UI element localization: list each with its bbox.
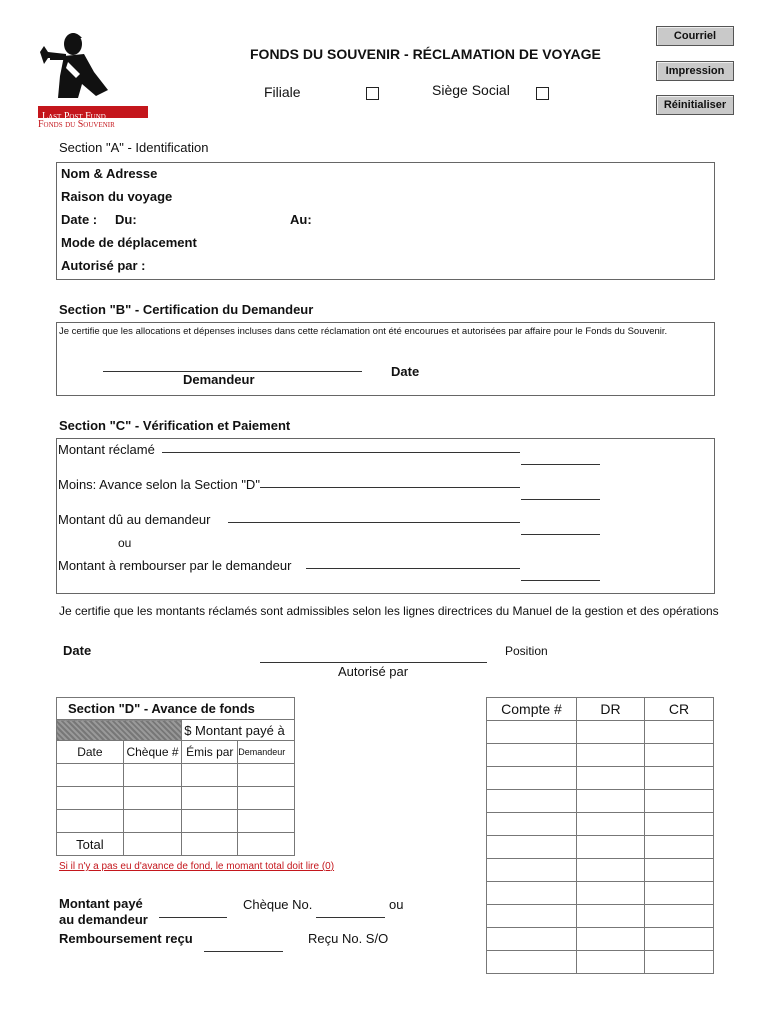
refund-label: Montant à rembourser par le demandeur <box>58 558 292 573</box>
table-row[interactable] <box>487 859 714 882</box>
cheque-input[interactable] <box>316 917 385 918</box>
reset-button[interactable]: Réinitialiser <box>656 95 734 115</box>
to-label: Au: <box>290 212 312 227</box>
section-b-title: Section "B" - Certification du Demandeur <box>59 302 314 317</box>
logo-banner <box>38 106 148 122</box>
table-row[interactable] <box>487 744 714 767</box>
less-label: Moins: Avance selon la Section "D" <box>58 477 260 492</box>
filiale-checkbox[interactable] <box>366 87 379 100</box>
table-row[interactable] <box>487 721 714 744</box>
cheque-label: Chèque No. <box>243 897 313 912</box>
print-button[interactable]: Impression <box>656 61 734 81</box>
col-issued-header: Émis par <box>182 741 238 764</box>
table-row[interactable] <box>487 928 714 951</box>
or-label: ou <box>118 536 132 550</box>
col-cheque-header: Chèque # <box>123 741 181 764</box>
col-dr-header: DR <box>577 698 645 721</box>
refund-leader <box>306 568 520 569</box>
col-cr-header: CR <box>645 698 714 721</box>
filiale-label: Filiale <box>264 84 301 100</box>
advance-note: Si il n'y a pas eu d'avance de fond, le momant total doit lire (0) <box>59 861 335 872</box>
total-label: Total <box>57 833 124 856</box>
less-input[interactable] <box>521 499 600 500</box>
accounts-table <box>486 697 714 974</box>
table-row[interactable] <box>487 951 714 974</box>
table-row[interactable] <box>57 810 295 833</box>
due-input[interactable] <box>521 534 600 535</box>
date-b-label: Date <box>391 364 420 379</box>
claimed-leader <box>162 452 520 453</box>
bugler-logo-icon <box>38 32 148 112</box>
col-applicant-header: Demandeur <box>238 741 295 764</box>
section-b-cert: Je certifie que les allocations et dépenses incluses dans cette réclamation ont été encourues et autorisées par affaire pour le Fonds du Souvenir. <box>59 326 668 337</box>
advance-table <box>56 697 295 856</box>
due-leader <box>228 522 520 523</box>
name-address-label: Nom & Adresse <box>61 166 158 181</box>
col-account-header: Compte # <box>487 698 577 721</box>
applicant-label: Demandeur <box>183 372 255 387</box>
claimed-label: Montant réclamé <box>58 442 155 457</box>
authorized-c-label: Autorisé par <box>338 664 409 679</box>
logo-text-2: Fonds du Souvenir <box>38 119 115 130</box>
due-label: Montant dû au demandeur <box>58 512 211 527</box>
col-date-header: Date <box>57 741 124 764</box>
refund-input[interactable] <box>521 580 600 581</box>
authorized-signature-line[interactable] <box>260 662 487 663</box>
paid-label-1: Montant payé <box>59 896 143 911</box>
section-c-title: Section "C" - Vérification et Paiement <box>59 418 291 433</box>
mode-label: Mode de déplacement <box>61 235 197 250</box>
paid-label-2: au demandeur <box>59 912 148 927</box>
page-title: FONDS DU SOUVENIR - RÉCLAMATION DE VOYAGE <box>250 46 601 62</box>
table-row[interactable] <box>487 836 714 859</box>
claimed-input[interactable] <box>521 464 600 465</box>
table-row[interactable] <box>487 813 714 836</box>
table-row[interactable] <box>57 764 295 787</box>
paid-input[interactable] <box>159 917 227 918</box>
table-row[interactable] <box>57 787 295 810</box>
siege-checkbox[interactable] <box>536 87 549 100</box>
authorized-a-label: Autorisé par : <box>61 258 146 273</box>
email-button[interactable]: Courriel <box>656 26 734 46</box>
paid-to-header: $ Montant payé à <box>182 720 295 741</box>
logo-text-1: Last Post Fund <box>42 111 106 122</box>
shaded-cell <box>57 720 182 741</box>
footer-or-label: ou <box>389 897 404 912</box>
total-cell[interactable] <box>123 833 181 856</box>
table-row[interactable] <box>487 767 714 790</box>
siege-label: Siège Social <box>432 82 510 98</box>
section-c-cert: Je certifie que les montants réclamés sont admissibles selon les lignes directrices du Manuel de la gestion et des opérations <box>59 604 719 618</box>
refund-received-input[interactable] <box>204 951 283 952</box>
date-label: Date : <box>61 212 98 227</box>
table-row[interactable] <box>487 882 714 905</box>
receipt-label: Reçu No. S/O <box>308 931 389 946</box>
table-row[interactable] <box>487 790 714 813</box>
table-row[interactable] <box>487 905 714 928</box>
date-c-label: Date <box>63 643 92 658</box>
less-leader <box>260 487 520 488</box>
from-label: Du: <box>115 212 137 227</box>
logo <box>38 32 148 130</box>
refund-received-label: Remboursement reçu <box>59 931 193 946</box>
section-a-title: Section "A" - Identification <box>59 140 209 155</box>
reason-label: Raison du voyage <box>61 189 173 204</box>
section-d-title: Section "D" - Avance de fonds <box>57 698 295 720</box>
position-label: Position <box>505 644 548 658</box>
